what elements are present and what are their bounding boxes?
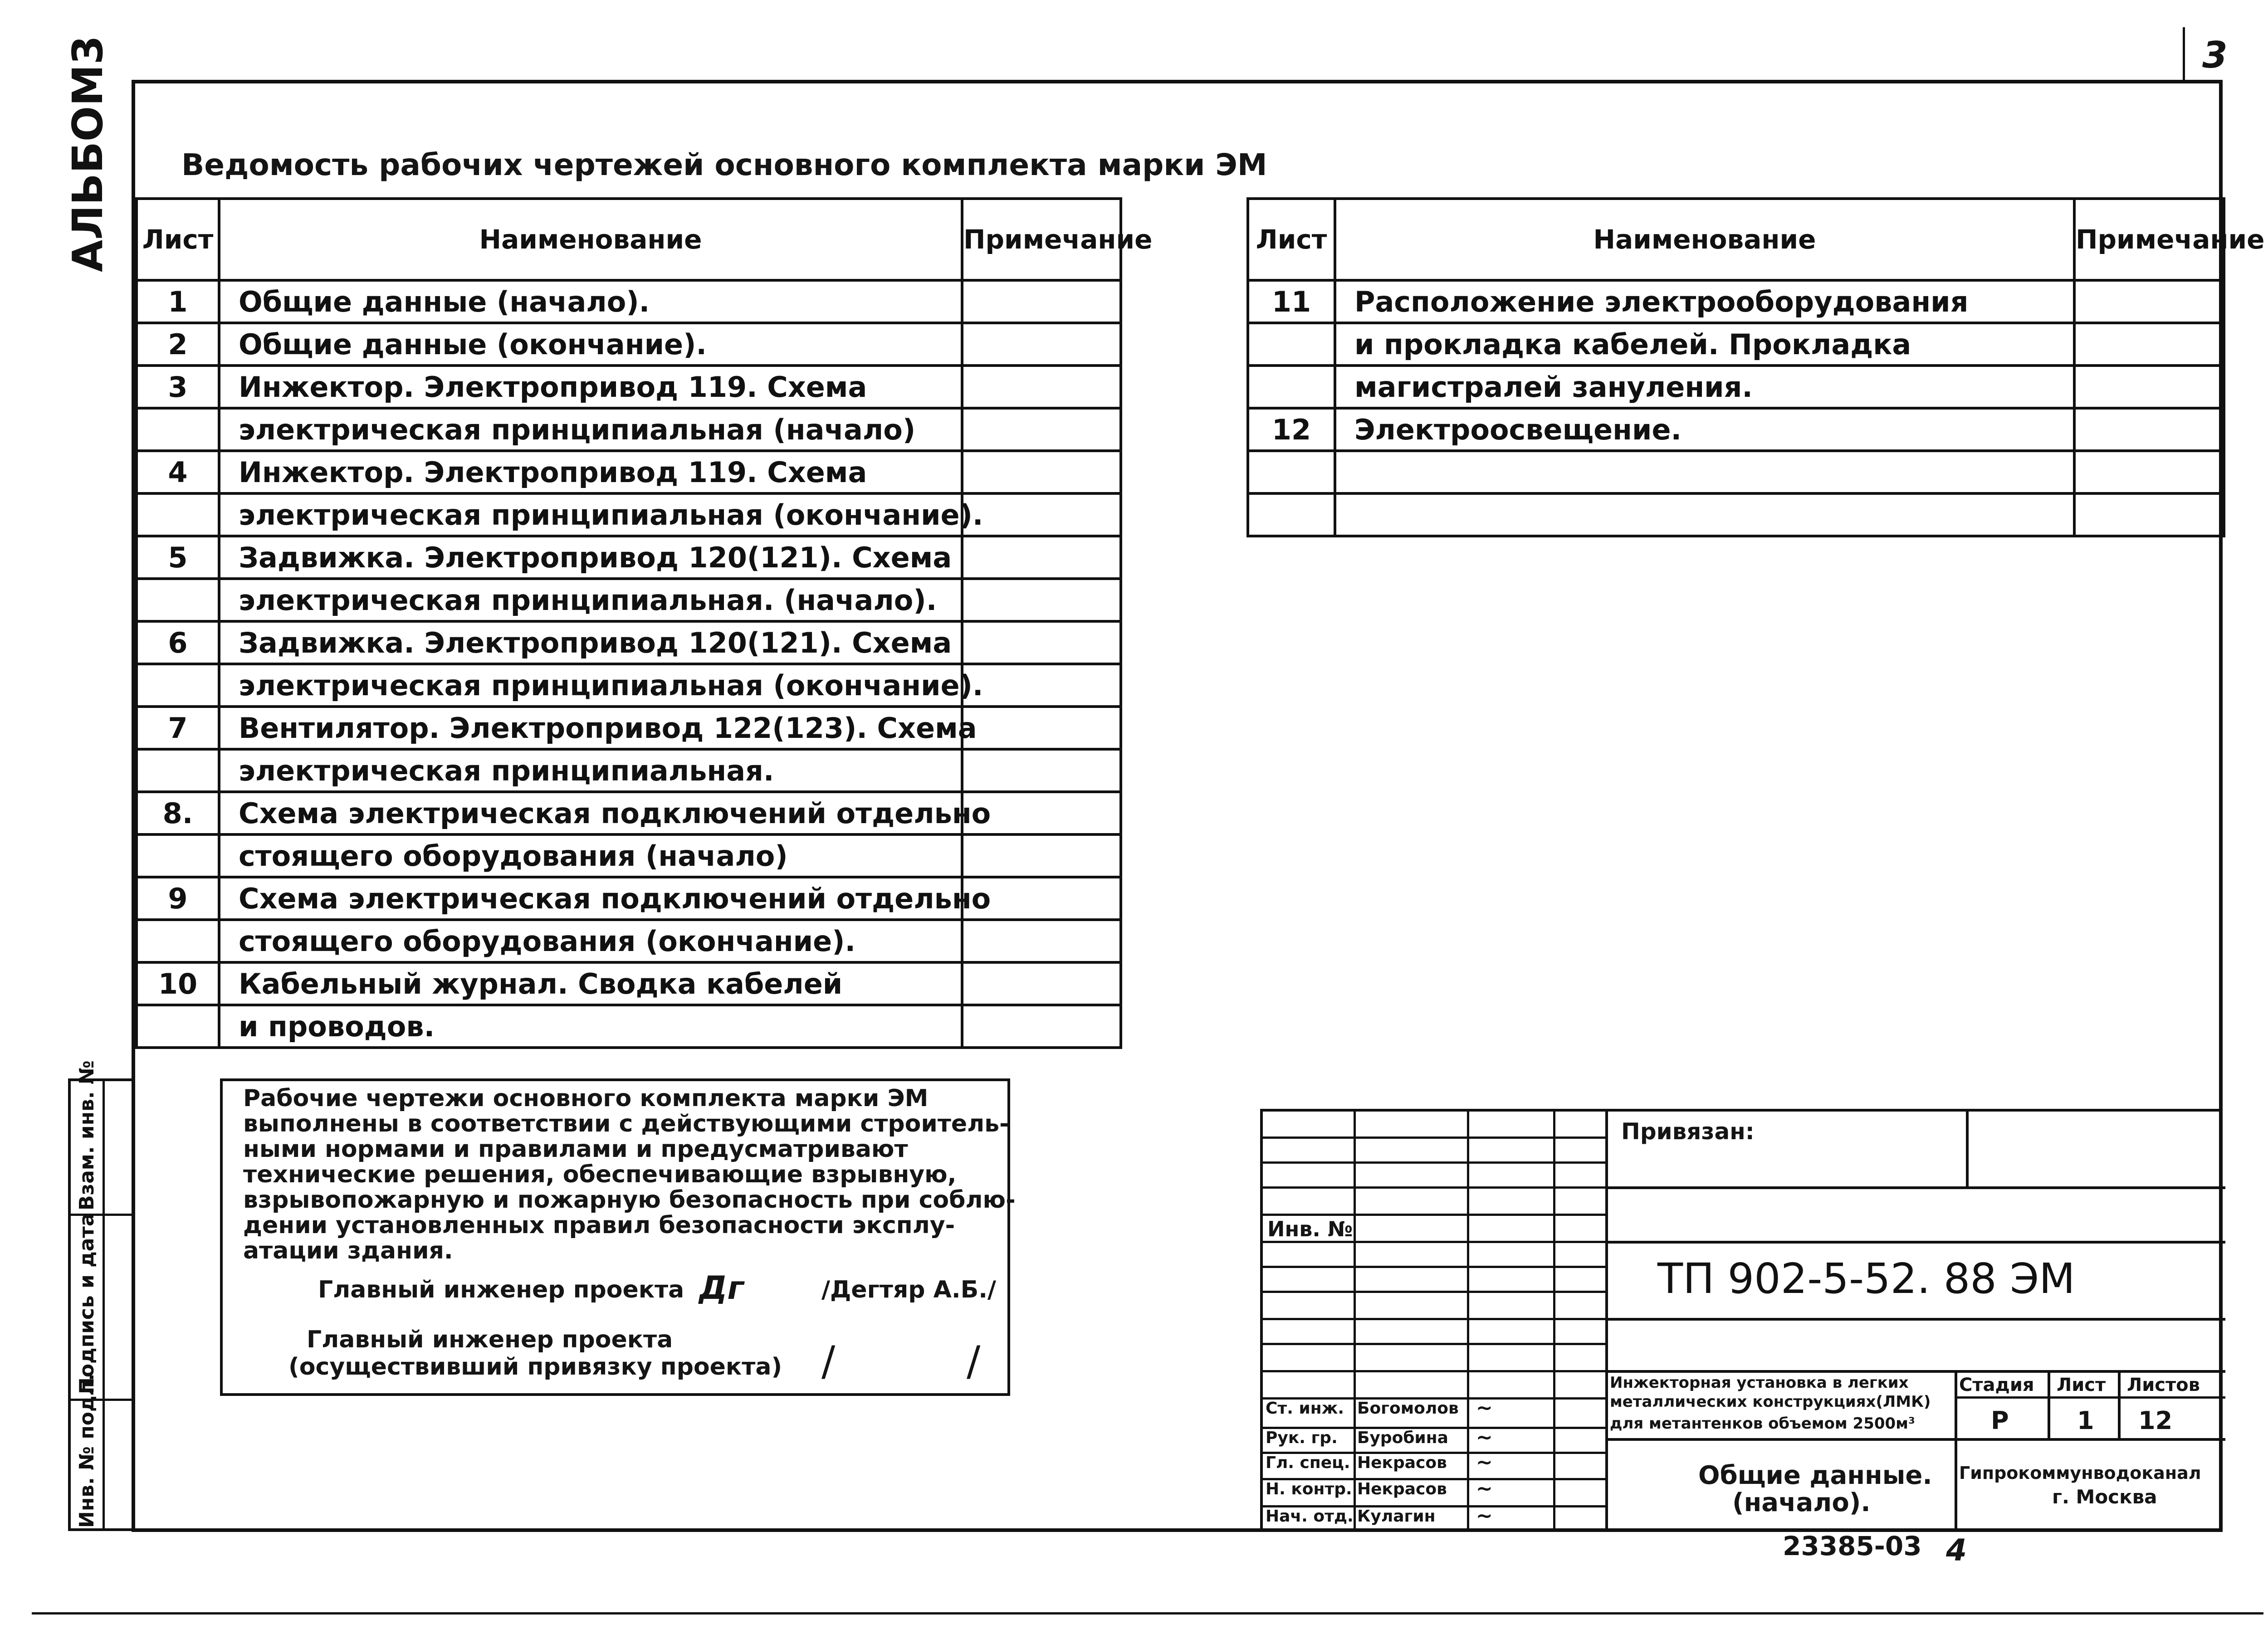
stamp-grid-row-line (1263, 1266, 1608, 1268)
row-note (962, 536, 1121, 579)
stamp-person-name: Кулагин (1357, 1507, 1436, 1526)
row-sheet-number (1248, 451, 1335, 493)
table-header-row (1248, 199, 2224, 280)
row-note (962, 834, 1121, 877)
org-name: Гипрокоммунводоканал (1959, 1463, 2201, 1483)
stamp-grid-col-line (1354, 1112, 1356, 1531)
statement-box (220, 1078, 1016, 1396)
table-row (137, 621, 1121, 664)
row-sheet-number: 12 (1248, 408, 1335, 451)
row-sheet-number: 5 (137, 536, 219, 579)
footer-mark: 4 (1946, 1533, 1967, 1568)
row-note (962, 1005, 1121, 1048)
side-strip-divider-v (103, 1081, 105, 1530)
chief-engineer-name: /Дегтяр А.Б./ (821, 1276, 996, 1303)
frame-top-line (132, 80, 2223, 83)
stamp-grid-row-line (1263, 1214, 1608, 1216)
stamp-signature: ∼ (1476, 1426, 1493, 1449)
row-name: Электроосвещение. (1335, 408, 2074, 451)
statement-line: технические решения, обеспечивающие взрывную, (243, 1161, 957, 1188)
row-sheet-number (1248, 366, 1335, 408)
header-note: Примечание (962, 199, 1121, 280)
table-row (137, 536, 1121, 579)
stamp-grid-row-line (1263, 1291, 1608, 1293)
stamp-v-stage (1955, 1370, 1957, 1531)
row-note (962, 749, 1121, 792)
table-row (137, 920, 1121, 962)
stamp-h-6 (1605, 1438, 2225, 1441)
row-sheet-number (137, 408, 219, 451)
header-name: Наименование (1335, 199, 2074, 280)
sheets-label: Листов (2127, 1375, 2200, 1395)
stamp-h-1 (1605, 1186, 2225, 1189)
row-note (2074, 408, 2224, 451)
chief-engineer2-sublabel: (осуществивший привязку проекта) (288, 1353, 782, 1380)
statement-text (243, 1086, 1016, 1263)
row-note (962, 920, 1121, 962)
row-note (2074, 451, 2224, 493)
row-sheet-number: 9 (137, 877, 219, 920)
table-row (137, 579, 1121, 621)
sheets-value: 12 (2138, 1406, 2173, 1435)
table-row (137, 664, 1121, 707)
signature-degtyar: Дг (699, 1269, 744, 1307)
stamp-signature: ∼ (1476, 1451, 1493, 1474)
table-row (137, 280, 1121, 323)
table-row (137, 877, 1121, 920)
table-row (137, 451, 1121, 493)
row-note (2074, 323, 2224, 366)
row-sheet-number: 7 (137, 707, 219, 749)
signature-slash-right: / (967, 1337, 981, 1385)
row-note (2074, 493, 2224, 536)
row-name: магистралей зануления. (1335, 366, 2074, 408)
stage-value: Р (1991, 1406, 2009, 1435)
row-sheet-number: 3 (137, 366, 219, 408)
statement-line: выполнены в соответствии с действующими строитель- (243, 1110, 1009, 1137)
stamp-grid-row-line (1263, 1318, 1608, 1320)
stamp-grid-row-line (1263, 1186, 1608, 1189)
privyazan-label: Привязан: (1621, 1118, 1755, 1145)
row-name: электрическая принципиальная (окончание). (219, 493, 962, 536)
signature-slash-left: / (821, 1337, 836, 1385)
stamp-h-4 (1605, 1370, 2225, 1373)
stamp-grid-row-line (1263, 1161, 1608, 1164)
table-row (137, 749, 1121, 792)
side-strip (68, 1060, 135, 1531)
header-note: Примечание (2074, 199, 2224, 280)
stamp-signature: ∼ (1476, 1477, 1493, 1500)
stamp-v-sheet (2048, 1370, 2050, 1438)
right-drawings-table (1246, 197, 2265, 537)
row-note (962, 664, 1121, 707)
table-row (1248, 366, 2224, 408)
project-desc-3: для метантенков объемом 2500м³ (1610, 1415, 1915, 1433)
stamp-role: Гл. спец. (1266, 1454, 1350, 1472)
row-note (962, 280, 1121, 323)
page-title: Ведомость рабочих чертежей основного комплекта марки ЭМ (181, 147, 1267, 182)
stamp-role: Нач. отд. (1266, 1507, 1354, 1526)
side-label-inv-podl: Инв. № подл. (75, 1373, 98, 1528)
row-name: стоящего оборудования (начало) (219, 834, 962, 877)
stamp-grid-row-line (1263, 1136, 1608, 1139)
stamp-signature: ∼ (1476, 1396, 1493, 1419)
left-drawings-table (135, 197, 1153, 1049)
stamp-role: Ст. инж. (1266, 1399, 1344, 1418)
table-row (137, 1005, 1121, 1048)
row-sheet-number (137, 834, 219, 877)
stamp-grid-row-line (1263, 1370, 1608, 1372)
row-sheet-number (137, 749, 219, 792)
sheet-number: 3 (2202, 34, 2228, 76)
header-sheet: Лист (137, 199, 219, 280)
stamp-person-name: Некрасов (1357, 1454, 1447, 1472)
stamp-grid (1263, 1112, 1608, 1531)
row-sheet-number: 2 (137, 323, 219, 366)
stamp-divider-v-main (1605, 1112, 1608, 1531)
row-name: Инжектор. Электропривод 119. Схема (219, 366, 962, 408)
row-name: Общие данные (начало). (219, 280, 962, 323)
table-header-row (137, 199, 1121, 280)
header-sheet: Лист (1248, 199, 1335, 280)
row-name: и прокладка кабелей. Прокладка (1335, 323, 2074, 366)
title-block (1260, 1109, 2223, 1531)
sheet-label: Лист (2057, 1375, 2106, 1395)
row-note (962, 408, 1121, 451)
row-sheet-number: 4 (137, 451, 219, 493)
row-name: электрическая принципиальная. (начало). (219, 579, 962, 621)
doc-code: ТП 902-5-52. 88 ЭМ (1657, 1254, 2075, 1303)
sheet-number-divider (2183, 27, 2185, 82)
chief-engineer2-label: Главный инженер проекта (307, 1326, 673, 1353)
table-row (137, 707, 1121, 749)
row-note (962, 579, 1121, 621)
stamp-h-3 (1605, 1318, 2225, 1321)
row-sheet-number (137, 920, 219, 962)
row-name: стоящего оборудования (окончание). (219, 920, 962, 962)
row-sheet-number: 6 (137, 621, 219, 664)
row-note (2074, 366, 2224, 408)
sheet-value: 1 (2077, 1406, 2094, 1435)
row-note (962, 366, 1121, 408)
stamp-person-name: Некрасов (1357, 1480, 1447, 1498)
stamp-h-2 (1605, 1241, 2225, 1244)
row-name: и проводов. (219, 1005, 962, 1048)
statement-line: ными нормами и правилами и предусматривают (243, 1136, 908, 1163)
table-row (1248, 280, 2224, 323)
side-label-vzam-inv: Взам. инв. № (75, 1060, 98, 1210)
table-row (137, 834, 1121, 877)
row-note (962, 707, 1121, 749)
row-name: Задвижка. Электропривод 120(121). Схема (219, 621, 962, 664)
stage-label: Стадия (1959, 1375, 2034, 1395)
row-name: Кабельный журнал. Сводка кабелей (219, 962, 962, 1005)
inv-no-label: Инв. № (1267, 1217, 1353, 1241)
sheet-title-2: (начало). (1732, 1488, 1871, 1517)
row-sheet-number: 11 (1248, 280, 1335, 323)
row-sheet-number: 1 (137, 280, 219, 323)
table-row (137, 792, 1121, 834)
row-name (1335, 493, 2074, 536)
row-name: Общие данные (окончание). (219, 323, 962, 366)
statement-line: взрывопожарную и пожарную безопасность при соблю- (243, 1186, 1016, 1214)
table-row (137, 366, 1121, 408)
stamp-role: Рук. гр. (1266, 1429, 1338, 1447)
album-label: АЛЬБОМ3 (64, 35, 112, 272)
side-label-podpis-data: Подпись и дата (75, 1213, 98, 1394)
row-note (962, 962, 1121, 1005)
table-row (137, 323, 1121, 366)
row-name: электрическая принципиальная. (219, 749, 962, 792)
page-bottom-line (32, 1612, 2263, 1614)
row-name: Схема электрическая подключений отдельно (219, 877, 962, 920)
statement-line: Рабочие чертежи основного комплекта марки ЭМ (243, 1085, 929, 1112)
org-city: г. Москва (2052, 1486, 2157, 1508)
row-name: Расположение электрооборудования (1335, 280, 2074, 323)
row-sheet-number: 10 (137, 962, 219, 1005)
row-sheet-number (137, 493, 219, 536)
stamp-person-name: Богомолов (1357, 1399, 1459, 1418)
row-sheet-number (137, 664, 219, 707)
header-name: Наименование (219, 199, 962, 280)
row-name (1335, 451, 2074, 493)
row-name: Задвижка. Электропривод 120(121). Схема (219, 536, 962, 579)
row-note (962, 323, 1121, 366)
footer-number: 23385-03 (1783, 1531, 1922, 1561)
statement-line: атации здания. (243, 1237, 453, 1264)
stamp-grid-col-line (1467, 1112, 1469, 1531)
table-row (137, 962, 1121, 1005)
project-desc-1: Инжекторная установка в легких (1610, 1374, 1909, 1392)
row-sheet-number (137, 579, 219, 621)
row-note (2074, 280, 2224, 323)
stamp-v-sheets (2118, 1370, 2121, 1438)
row-sheet-number (137, 1005, 219, 1048)
project-desc-2: металлических конструкциях(ЛМК) (1610, 1393, 1931, 1411)
stamp-h-5 (1955, 1396, 2225, 1399)
stamp-grid-row-line (1263, 1343, 1608, 1345)
row-name: Схема электрическая подключений отдельно (219, 792, 962, 834)
stamp-role: Н. контр. (1266, 1480, 1352, 1498)
stamp-person-name: Буробина (1357, 1429, 1448, 1447)
table-row (1248, 408, 2224, 451)
statement-line: дении установленных правил безопасности эксплу- (243, 1212, 955, 1239)
row-name: Инжектор. Электропривод 119. Схема (219, 451, 962, 493)
row-name: электрическая принципиальная (окончание). (219, 664, 962, 707)
row-note (962, 493, 1121, 536)
table-row (1248, 493, 2224, 536)
row-sheet-number (1248, 323, 1335, 366)
table-row (137, 408, 1121, 451)
table-row (137, 493, 1121, 536)
row-sheet-number: 8. (137, 792, 219, 834)
row-note (962, 621, 1121, 664)
stamp-grid-col-line (1553, 1112, 1555, 1531)
row-name: электрическая принципиальная (начало) (219, 408, 962, 451)
row-sheet-number (1248, 493, 1335, 536)
row-note (962, 451, 1121, 493)
sheet-title-1: Общие данные. (1698, 1461, 1932, 1490)
stamp-signature: ∼ (1476, 1504, 1493, 1527)
table-row (1248, 451, 2224, 493)
row-name: Вентилятор. Электропривод 122(123). Схема (219, 707, 962, 749)
chief-engineer-label: Главный инженер проекта (318, 1276, 684, 1303)
table-row (1248, 323, 2224, 366)
stamp-privyazan-divider (1966, 1112, 1969, 1189)
